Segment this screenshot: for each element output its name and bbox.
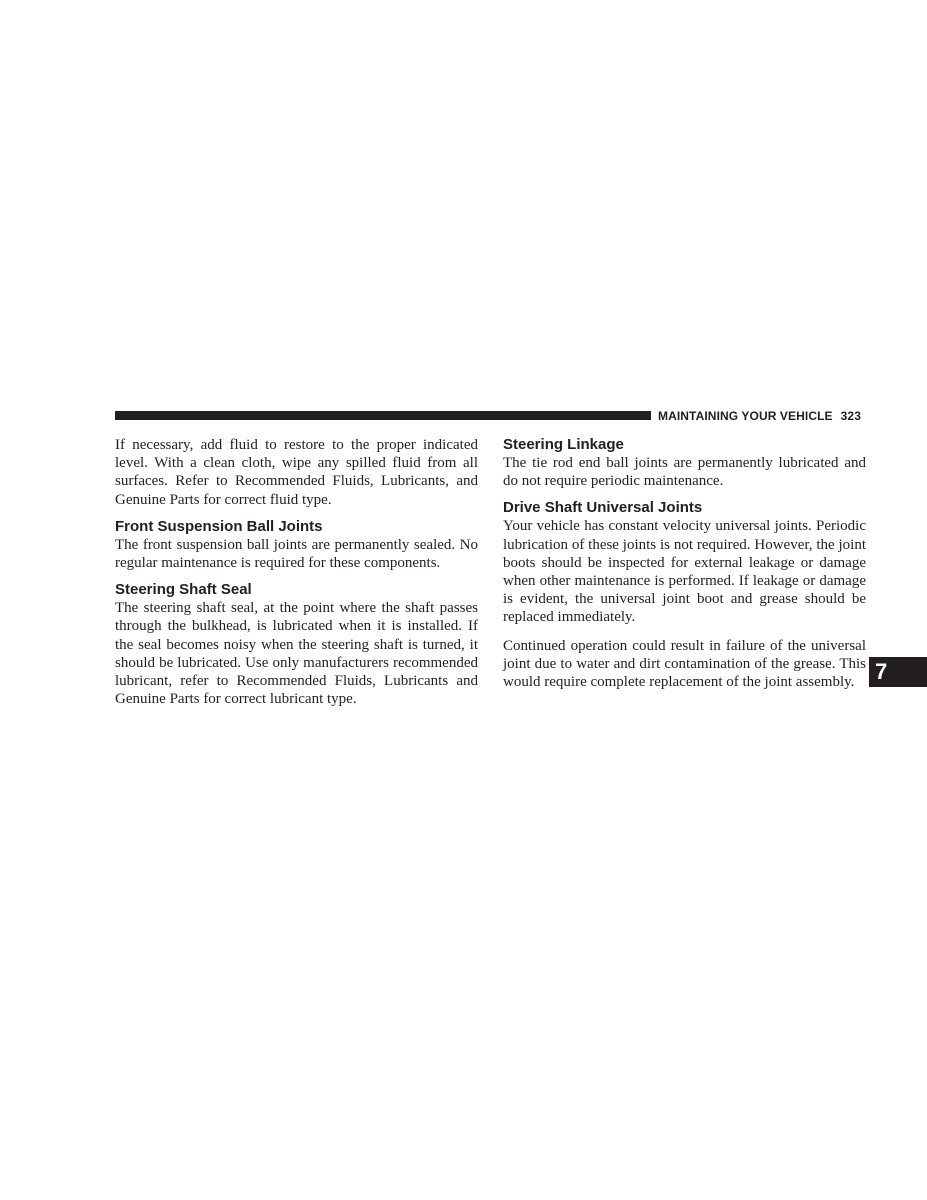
right-column — [503, 436, 866, 691]
section-heading: Drive Shaft Universal Joints — [503, 499, 703, 517]
page-number: 323 — [840, 409, 861, 423]
section-steering-shaft-seal — [115, 581, 478, 708]
section-body: Your vehicle has constant velocity universal joints. Periodic lubrication of these joints is not required. However, the joint boots should be inspected for external leakage or damage when other maintenance is performed. If leakage or damage is evident, the universal joint boot and grease should be replaced immediately. — [503, 518, 866, 626]
intro-paragraph: If necessary, add fluid to restore to the proper indicated level. With a clean cloth, wipe any spilled fluid from all surfaces. Refer to Recommended Fluids, Lubricants, and Genuine Parts for correct fluid type. — [115, 437, 478, 508]
section-heading: Front Suspension Ball Joints — [115, 517, 323, 535]
left-column — [115, 436, 478, 708]
section-body: The front suspension ball joints are permanently sealed. No regular maintenance is required for these components. — [115, 536, 478, 572]
section-body: The steering shaft seal, at the point where the shaft passes through the bulkhead, is lubricated when it is installed. If the seal becomes noisy when the steering shaft is turned, it should be lubricated. Use only manufacturers recommended lubricant, refer to Recommended Fluids, Lubricants and Genuine Parts for correct lubricant type. — [115, 600, 478, 708]
section-heading: Steering Linkage — [503, 436, 624, 453]
section-steering-linkage — [503, 436, 866, 490]
section-body-continued: Continued operation could result in failure of the universal joint due to water and dirt contamination of the grease. This would require complete replacement of the joint assembly. — [503, 637, 866, 691]
header-rule — [115, 411, 651, 420]
section-body: The tie rod end ball joints are permanently lubricated and do not require periodic maintenance. — [503, 455, 866, 490]
running-header — [658, 408, 868, 424]
section-drive-shaft — [503, 499, 866, 691]
section-title: MAINTAINING YOUR VEHICLE — [658, 409, 833, 423]
section-front-suspension — [115, 518, 478, 572]
section-heading: Steering Shaft Seal — [115, 581, 252, 599]
chapter-tab: 7 — [869, 657, 927, 687]
